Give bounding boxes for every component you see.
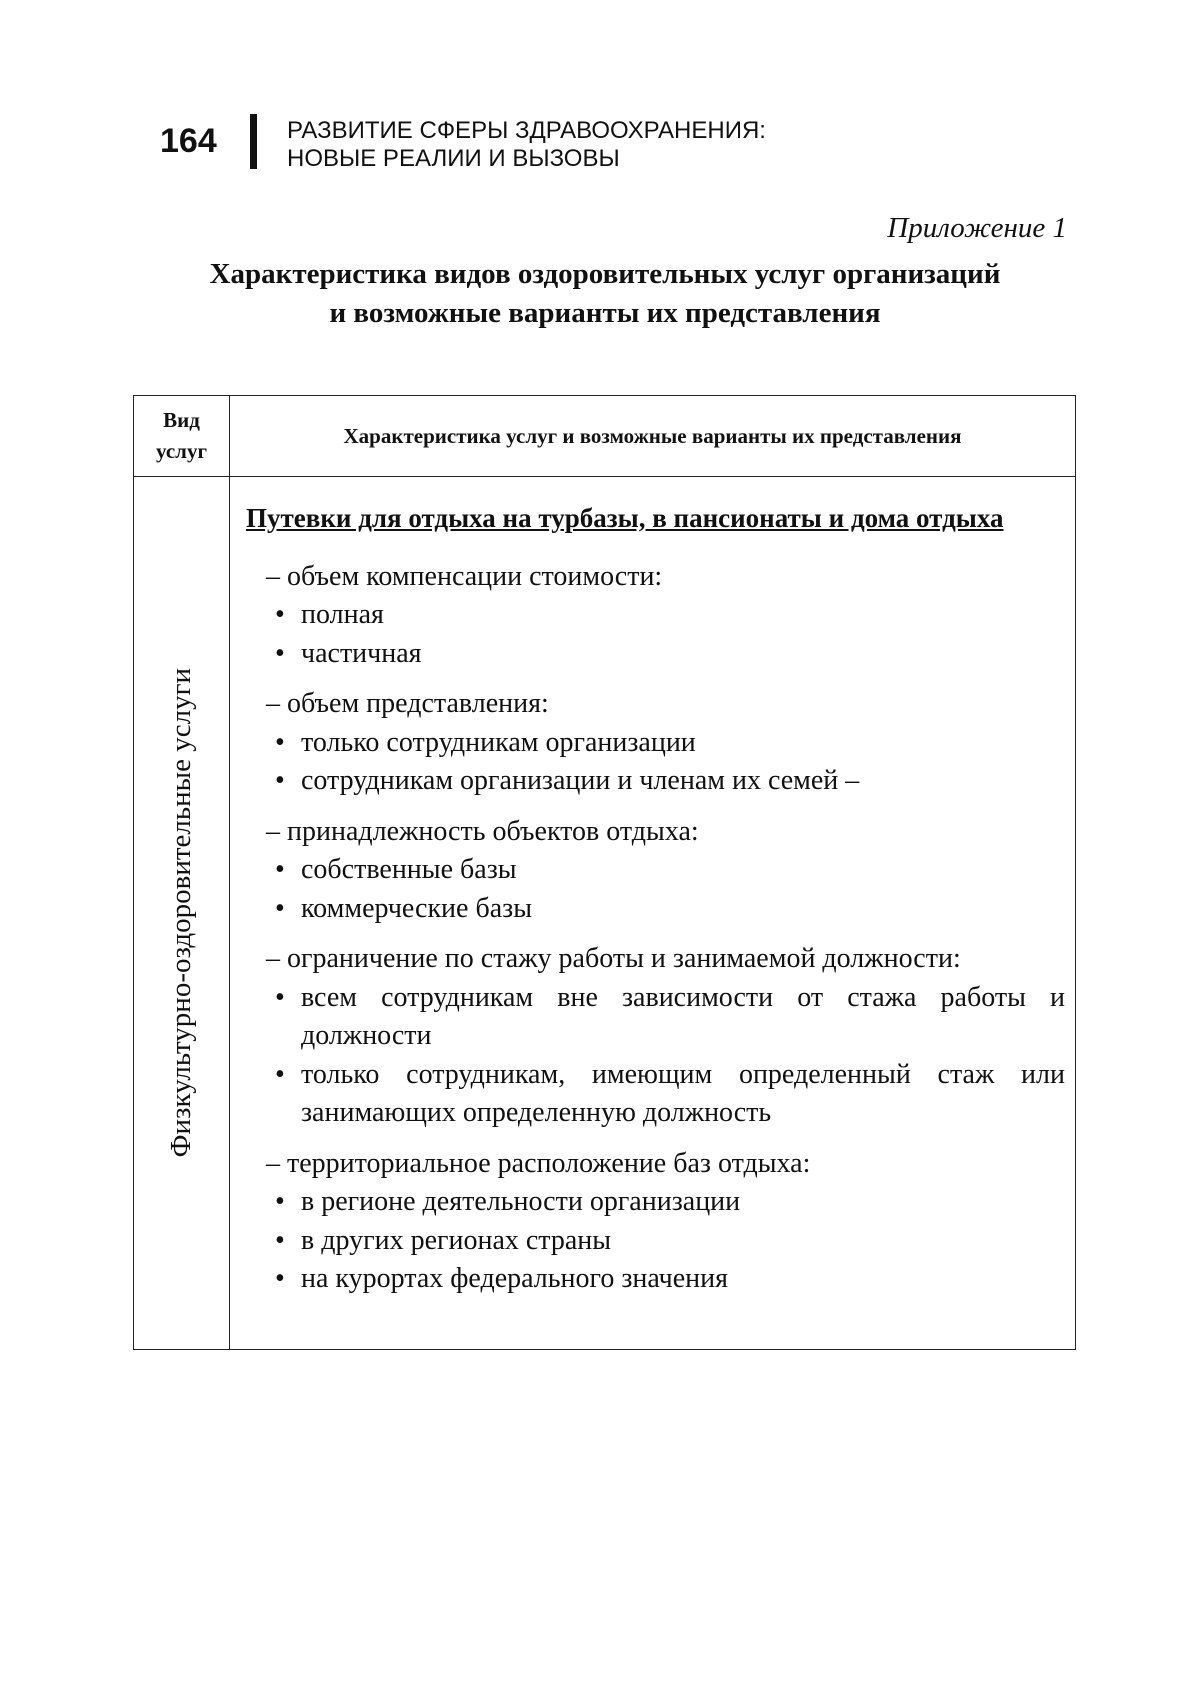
bullet-icon: •	[275, 1058, 285, 1090]
list-item-text: сотрудникам организации и членам их семей –	[301, 765, 860, 796]
list-group-title: – объем представления:	[266, 688, 549, 719]
page-title-line: Характеристика видов оздоровительных услуг организаций	[209, 258, 1001, 290]
page-title-line: и возможные варианты их представления	[329, 297, 881, 329]
list-item-text: только сотрудникам, имеющим определенный стаж или занимающих определенную должность	[301, 1058, 1065, 1128]
bullet-icon: •	[275, 1263, 285, 1294]
bullet-icon: •	[275, 726, 285, 758]
bullet-icon: •	[275, 1186, 285, 1217]
header-divider-bar	[250, 114, 257, 169]
list-group-title: – территориальное расположение баз отдыха:	[266, 1147, 811, 1179]
bullet-icon: •	[275, 637, 285, 669]
list-item-text: собственные базы	[301, 854, 517, 885]
bullet-icon: •	[275, 1224, 285, 1256]
bullet-icon: •	[275, 599, 285, 630]
row-label: Физкультурно-оздоровительные услуги	[165, 668, 197, 1158]
table-row-divider	[134, 476, 1075, 477]
list-item	[246, 1056, 1065, 1133]
list-item-text: в регионе деятельности организации	[301, 1186, 741, 1217]
list-item-text: полная	[301, 599, 384, 630]
list-group-title: – ограничение по стажу работы и занимаемой должности:	[266, 943, 961, 974]
bullet-icon: •	[275, 854, 285, 885]
bullet-icon: •	[275, 765, 285, 796]
column-header-service-type	[134, 396, 229, 476]
list-item-text: коммерческие базы	[301, 892, 533, 924]
list-item	[246, 979, 1065, 1056]
column-header-characteristics: Характеристика услуг и возможные варианты их представления	[343, 423, 962, 448]
list-item	[246, 1260, 1065, 1299]
column-header-line: услуг	[156, 439, 207, 463]
list-item	[246, 890, 1065, 929]
list-item-text: только сотрудникам организации	[301, 726, 696, 758]
list-group	[246, 940, 1065, 1133]
list-group	[246, 1145, 1065, 1299]
list-item-text: всем сотрудникам вне зависимости от стажа работы и должности	[301, 981, 1065, 1051]
characteristics-cell	[246, 499, 1065, 1311]
list-group	[246, 813, 1065, 929]
list-item-text: на курортах федерального значения	[301, 1263, 729, 1294]
services-table	[133, 395, 1076, 1350]
list-item	[246, 724, 1065, 763]
list-item	[246, 1222, 1065, 1261]
page-number: 164	[160, 122, 217, 160]
column-header-line: Вид	[163, 408, 200, 432]
list-item-text: частичная	[301, 637, 422, 669]
bullet-icon: •	[275, 892, 285, 924]
list-item	[246, 851, 1065, 890]
list-item	[246, 635, 1065, 674]
list-group-title: – объем компенсации стоимости:	[266, 560, 663, 592]
list-item	[246, 1183, 1065, 1222]
list-group-title: – принадлежность объектов отдыха:	[266, 815, 699, 847]
page-title	[0, 255, 1200, 333]
row-label-cell	[134, 477, 229, 1349]
list-item	[246, 596, 1065, 635]
table-column-divider	[229, 396, 230, 1349]
running-head-line: РАЗВИТИЕ СФЕРЫ ЗДРАВООХРАНЕНИЯ:	[287, 117, 766, 144]
list-item	[246, 762, 1065, 801]
section-heading: Путевки для отдыха на турбазы, в пансионаты и дома отдыха	[246, 503, 1004, 533]
running-head	[287, 117, 766, 173]
list-group	[246, 685, 1065, 801]
list-item-text: в других регионах страны	[301, 1224, 612, 1256]
running-head-line: НОВЫЕ РЕАЛИИ И ВЫЗОВЫ	[287, 145, 620, 172]
appendix-label: Приложение 1	[887, 212, 1067, 244]
list-group	[246, 558, 1065, 674]
bullet-icon: •	[275, 981, 285, 1013]
